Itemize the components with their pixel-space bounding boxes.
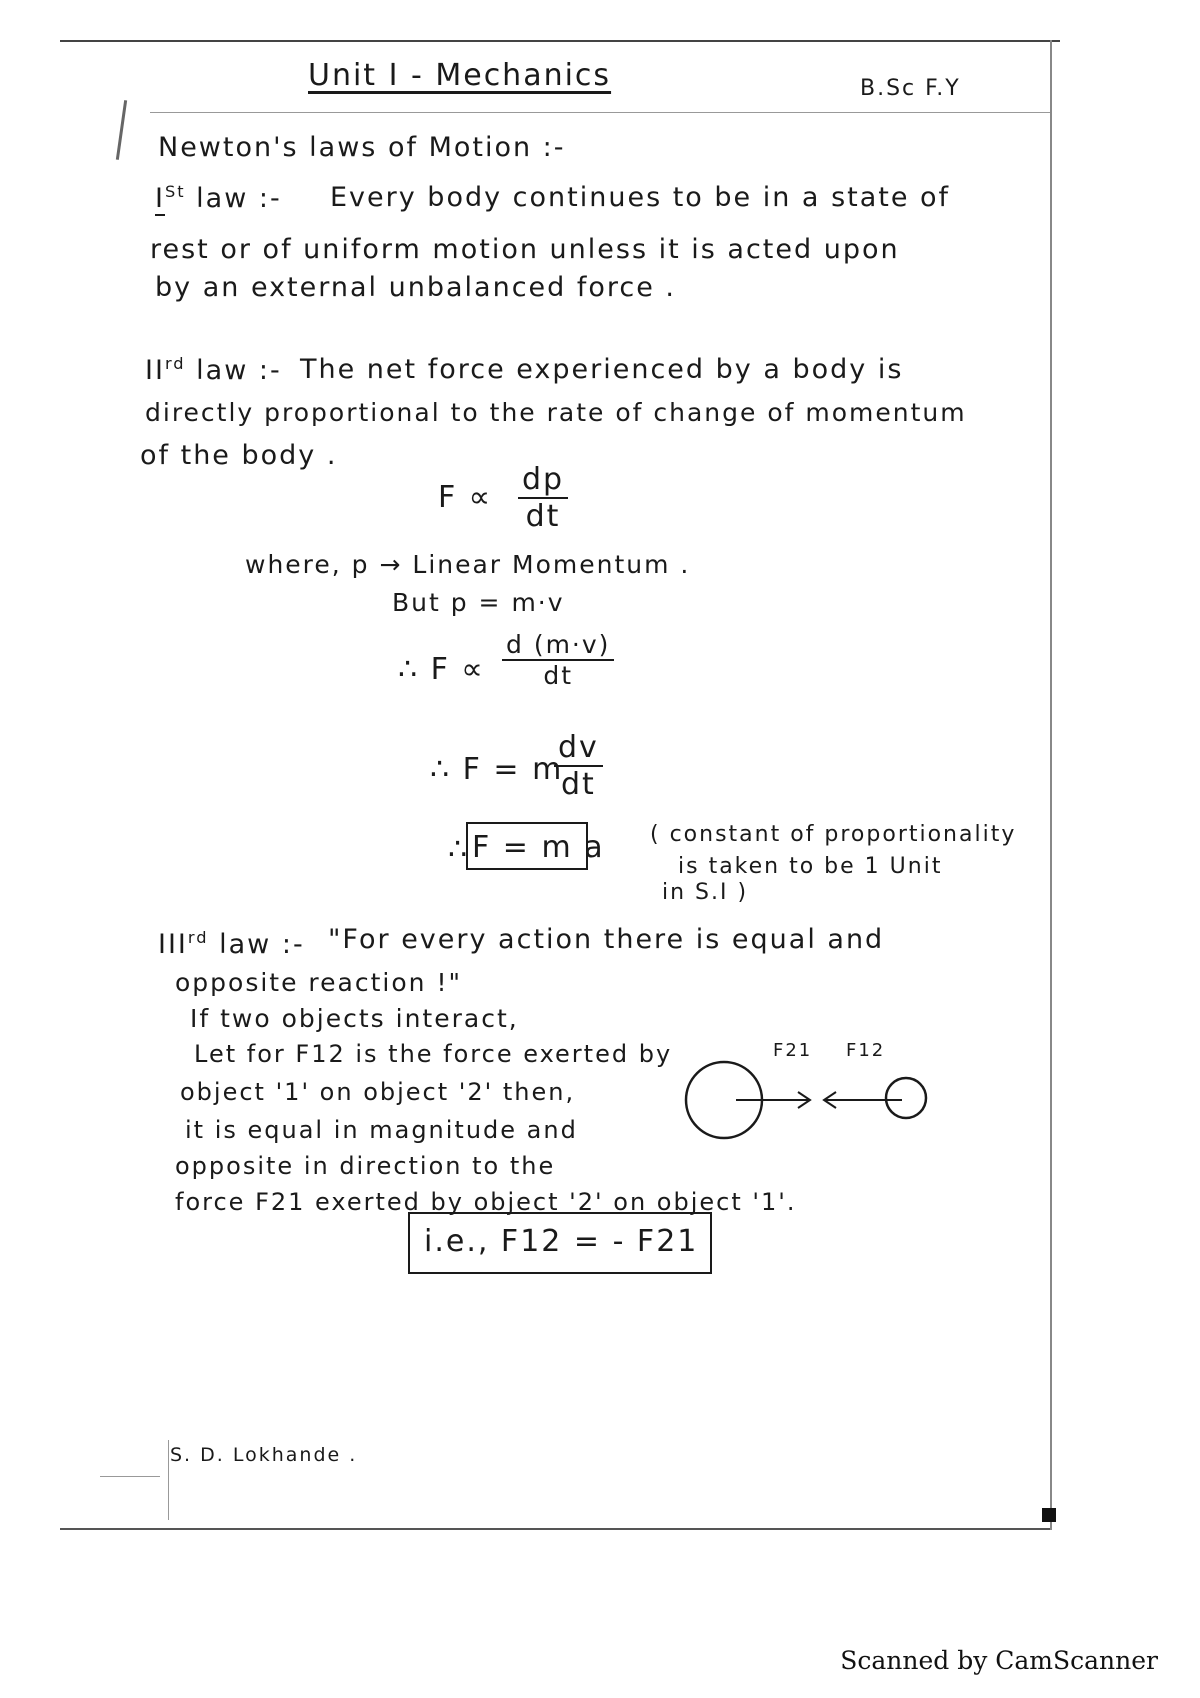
course-label: B.Sc F.Y [860, 76, 961, 101]
eq1-numerator: dp [518, 462, 568, 499]
eq2-lhs: ∴ F ∝ [398, 652, 485, 687]
law3-suffix: law :- [208, 929, 305, 960]
margin-rule [116, 100, 127, 160]
constant-note-line3: in S.I ) [662, 880, 749, 905]
eq2-denominator: dt [543, 661, 574, 690]
law3-line4: Let for F12 is the force exerted by [194, 1040, 673, 1068]
law3-sup: rd [187, 928, 209, 947]
law2-heading [145, 354, 282, 386]
bottom-rule-left [100, 1476, 160, 1477]
law3-line6: it is equal in magnitude and [185, 1116, 578, 1144]
right-margin [1050, 40, 1052, 1530]
eq4-boxed: F = m a [472, 830, 605, 865]
law1-sup: St [164, 182, 186, 201]
eq3-numerator: dv [554, 730, 603, 767]
signature-divider [168, 1440, 169, 1520]
eq3-fraction [554, 730, 603, 802]
law1-heading [155, 182, 282, 214]
law2-sup: rd [164, 354, 186, 373]
bottom-rule [60, 1528, 1050, 1530]
but-line: But p = m·v [392, 588, 565, 617]
law3-line1: "For every action there is equal and [328, 924, 885, 955]
eq2-fraction [502, 630, 614, 690]
top-rule [60, 40, 1060, 42]
eq1-lhs: F ∝ [438, 480, 493, 515]
signature: S. D. Lokhande . [170, 1444, 358, 1466]
eq3-lhs: ∴ F = m [430, 752, 564, 787]
law2-line2: directly proportional to the rate of change of momentum [145, 398, 967, 427]
scanner-footer: Scanned by CamScanner [840, 1646, 1158, 1675]
eq5-text: i.e., F12 = - F21 [424, 1224, 699, 1259]
object-2-circle [886, 1078, 926, 1118]
law3-line5: object '1' on object '2' then, [180, 1078, 576, 1106]
section-title: Newton's laws of Motion :- [158, 132, 566, 163]
eq3-denominator: dt [560, 767, 596, 802]
eq4-prefix: ∴ [448, 832, 470, 867]
law3-line2: opposite reaction !" [175, 968, 462, 997]
constant-note-line1: ( constant of proportionality [650, 822, 1017, 847]
eq1-fraction [518, 462, 568, 534]
law3-line3: If two objects interact, [190, 1004, 519, 1033]
page-title: Unit I - Mechanics [308, 58, 612, 93]
law1-line1: Every body continues to be in a state of [330, 182, 951, 213]
law1-line2: rest or of uniform motion unless it is acted upon [150, 234, 900, 265]
law2-label: II [145, 355, 165, 386]
law1-suffix: law :- [185, 183, 282, 214]
scanner-mark [1042, 1508, 1056, 1522]
header-rule [150, 112, 1050, 113]
interaction-diagram [680, 1060, 950, 1160]
law3-line8: force F21 exerted by object '2' on object '1'. [175, 1188, 797, 1216]
law2-suffix: law :- [185, 355, 282, 386]
diagram-label-f12: F12 [846, 1040, 886, 1061]
law2-line1: The net force experienced by a body is [300, 354, 904, 385]
eq1-denominator: dt [525, 499, 561, 534]
where-line: where, p → Linear Momentum . [245, 550, 691, 579]
law3-heading [158, 928, 305, 960]
diagram-label-f21: F21 [773, 1040, 813, 1061]
eq2-numerator: d (m·v) [502, 630, 614, 661]
law1-line3: by an external unbalanced force . [155, 272, 677, 303]
law2-line3: of the body . [140, 440, 338, 471]
law1-label: I [155, 183, 165, 214]
law3-line7: opposite in direction to the [175, 1152, 556, 1180]
constant-note-line2: is taken to be 1 Unit [678, 854, 943, 879]
law3-label: III [158, 929, 188, 960]
